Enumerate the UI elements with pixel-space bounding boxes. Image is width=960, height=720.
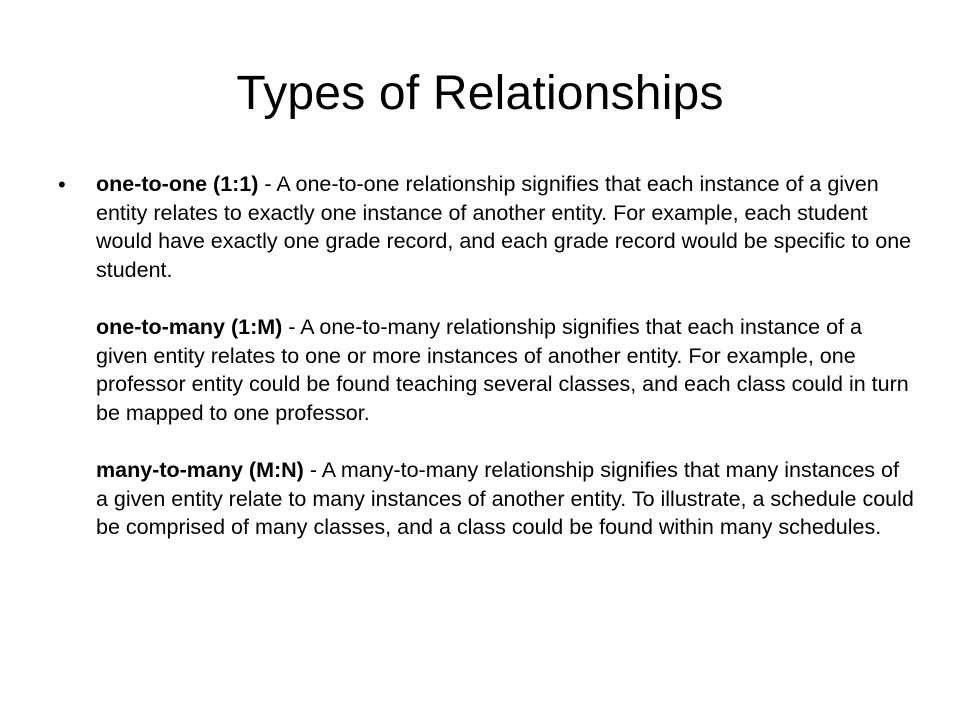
paragraph-one-to-many bbox=[96, 313, 916, 427]
description-one-to-one: - A one-to-one relationship signifies that each instance of a given entity relates to exactly one instance of another entity. For example, each student would have exactly one grade record, and each grade record would be specific to one student. bbox=[96, 172, 912, 282]
paragraph-many-to-many bbox=[96, 456, 916, 542]
slide-body bbox=[58, 170, 916, 542]
paragraph-one-to-one bbox=[96, 170, 916, 284]
term-many-to-many: many-to-many (M:N) bbox=[96, 457, 304, 482]
bullet-icon: • bbox=[58, 172, 66, 197]
bullet-item bbox=[58, 170, 916, 542]
description-many-to-many: - A many-to-many relationship signifies that many instances of a given entity relate to many instances of another entity. To illustrate, a schedule could be comprised of many classes, and a class could be found within many schedules. bbox=[96, 457, 914, 540]
term-one-to-many: one-to-many (1:M) bbox=[96, 314, 283, 339]
description-one-to-many: - A one-to-many relationship signifies that each instance of a given entity relates to one or more instances of another entity. For example, one professor entity could be found teaching several classes, and each class could in turn be mapped to one professor. bbox=[96, 314, 909, 425]
term-one-to-one: one-to-one (1:1) bbox=[96, 172, 259, 196]
slide-title: Types of Relationships bbox=[236, 67, 724, 120]
